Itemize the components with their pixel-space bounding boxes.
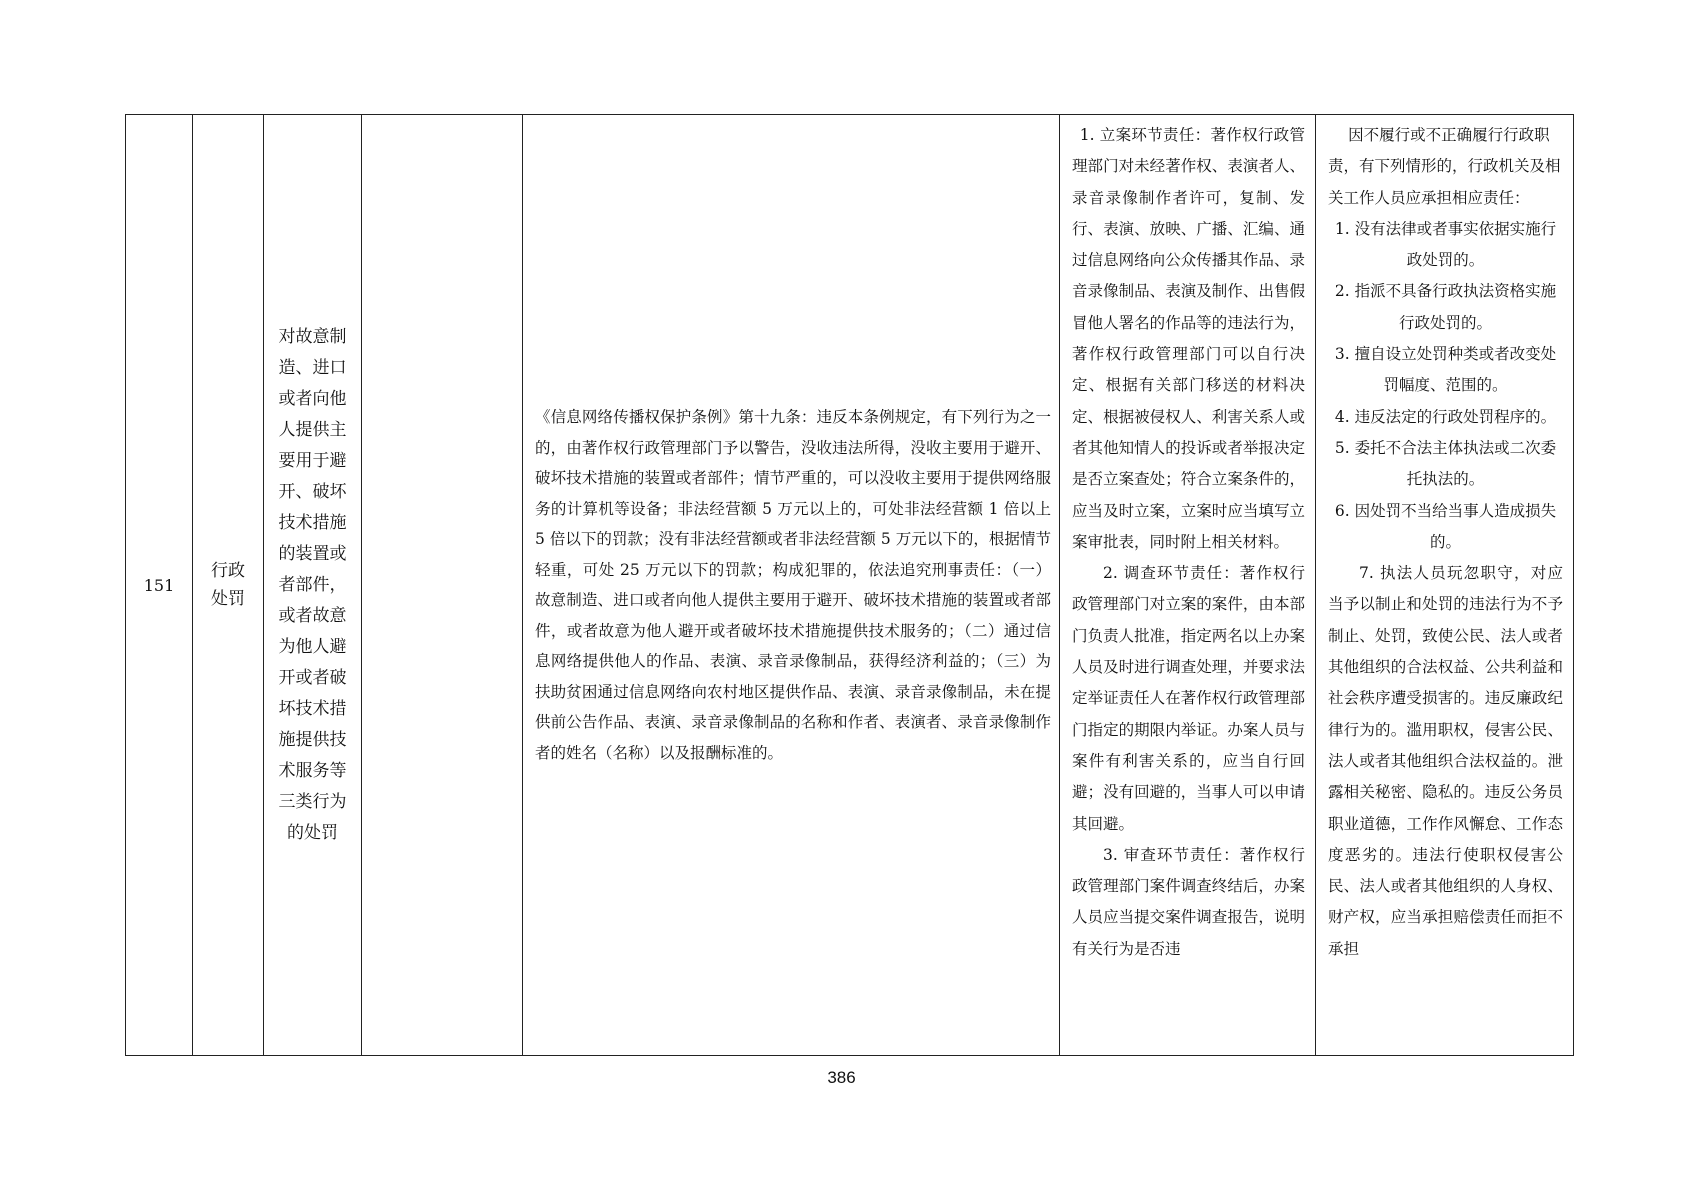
liability-item-1: 1. 没有法律或者事实依据实施行政处罚的。 <box>1334 219 1557 270</box>
liability-item-7: 7. 执法人员玩忽职守，对应当予以制止和处罚的违法行为不予制止、处罚，致使公民、法人或者其他组织的合法权益、公共利益和社会秩序遭受损害的。违反廉政纪律行为的。滥用职权，侵害公民、法人或者其他组织合法权益的。泄露相关秘密、隐私的。违反公务员职业道德，工作作风懈怠、工作态度恶劣的。违法行使职权侵害公民、法人或者其他组织的人身权、财产权，应当承担赔偿责任而拒不承担 <box>1328 564 1563 958</box>
responsibility-step-2: 2. 调查环节责任：著作权行政管理部门对立案的案件，由本部门负责人批准，指定两名以上办案人员及时进行调查处理，并要求法定举证责任人在著作权行政管理部门指定的期限内举证。办案人员与案件有利害关系的，应当自行回避；没有回避的，当事人可以申请其回避。 <box>1072 564 1305 833</box>
liability-item-5: 5. 委托不合法主体执法或二次委托执法的。 <box>1334 438 1557 489</box>
legal-basis-cell: 《信息网络传播权保护条例》第十九条：违反本条例规定，有下列行为之一的，由著作权行政管理部门予以警告，没收违法所得，没收主要用于避开、破坏技术措施的装置或者部件；情节严重的，可以没收主要用于提供网络服务的计算机等设备；非法经营额 5 万元以上的，可处非法经营额 1 倍以上 5 倍以下的罚款；没有非法经营额或者非法经营额 5 万元以下的，根据情节轻重，可处 25 万元以下的罚款；构成犯罪的，依法追究刑事责任：（一）故意制造、进口或者向他人提供主要用于避开、破坏技术措施的装置或者部件，或者故意为他人避开或者破坏技术措施提供技术服务的；（二）通过信息网络提供他人的作品、表演、录音录像制品，获得经济利益的；（三）为扶助贫困通过信息网络向农村地区提供作品、表演、录音录像制品，未在提供前公告作品、表演、录音录像制品的名称和作者、表演者、录音录像制作者的姓名（名称）以及报酬标准的。 <box>523 115 1060 1056</box>
responsibility-cell <box>1060 115 1316 1056</box>
liability-item-6: 6. 因处罚不当给当事人造成损失的。 <box>1334 501 1557 551</box>
liability-item-3: 3. 擅自设立处罚种类或者改变处罚幅度、范围的。 <box>1334 345 1557 395</box>
row-number: 151 <box>126 115 193 1056</box>
table-row <box>126 115 1574 1056</box>
liability-item-4: 4. 违反法定的行政处罚程序的。 <box>1334 407 1557 426</box>
responsibility-step-1: 1. 立案环节责任：著作权行政管理部门对未经著作权、表演者人、录音录像制作者许可，复制、发行、表演、放映、广播、汇编、通过信息网络向公众传播其作品、录音录像制品、表演及制作、出售假冒他人署名的作品等的违法行为，著作权行政管理部门可以自行决定、根据有关部门移送的材料决定、根据被侵权人、利害关系人或者其他知情人的投诉或者举报决定是否立案查处；符合立案条件的，应当及时立案，立案时应当填写立案审批表，同时附上相关材料。 <box>1072 126 1305 551</box>
liability-intro: 因不履行或不正确履行行政职责，有下列情形的，行政机关及相关工作人员应承担相应责任： <box>1328 126 1561 207</box>
item-name-cell: 对故意制造、进口或者向他人提供主要用于避开、破坏技术措施的装置或者部件，或者故意为他人避开或者破坏技术措施提供技术服务等三类行为的处罚 <box>264 115 362 1056</box>
responsibility-step-3: 3. 审查环节责任：著作权行政管理部门案件调查终结后，办案人员应当提交案件调查报告，说明有关行为是否违 <box>1072 845 1305 958</box>
page-number: 386 <box>827 1068 856 1087</box>
responsibility-table <box>125 114 1574 1056</box>
liability-cell <box>1316 115 1574 1056</box>
category-text: 行政处罚 <box>211 561 245 609</box>
liability-item-2: 2. 指派不具备行政执法资格实施行政处罚的。 <box>1334 282 1557 332</box>
sub-item-cell <box>362 115 523 1056</box>
category-cell <box>193 115 264 1056</box>
